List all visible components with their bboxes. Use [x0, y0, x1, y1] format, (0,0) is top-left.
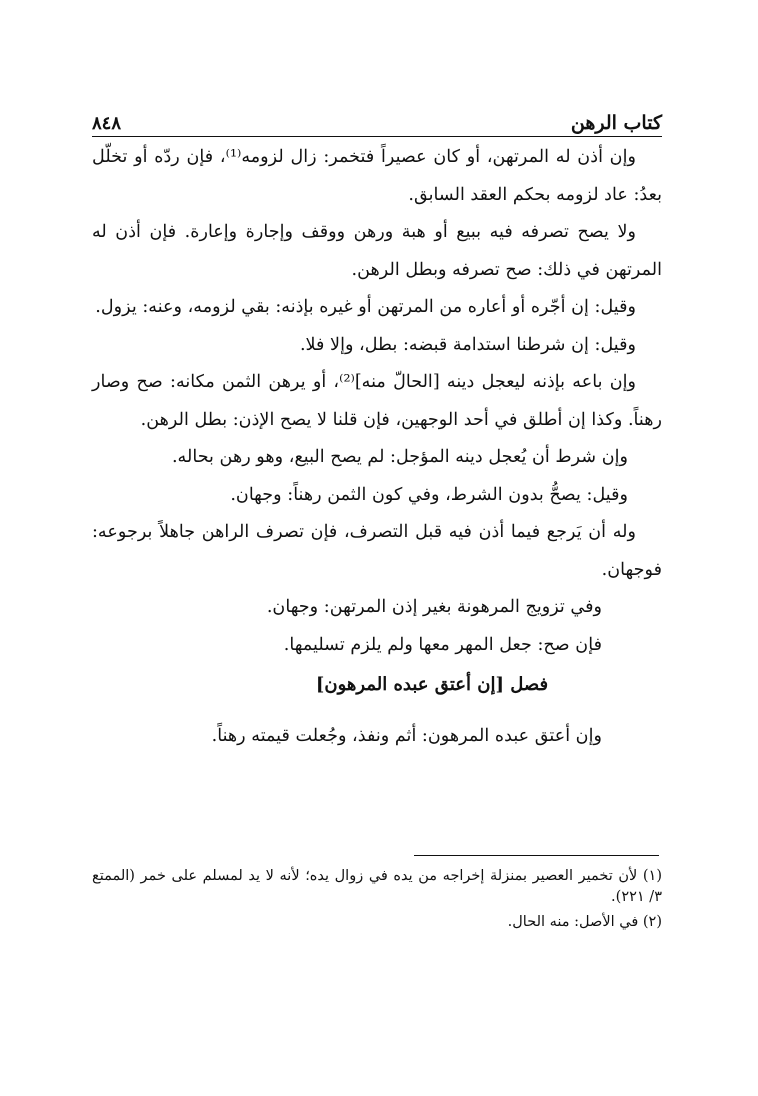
page-content — [92, 112, 662, 755]
paragraph: وإن أذن له المرتهن، أو كان عصيراً فتخمر: زال لزومه⁽¹⁾، فإن ردّه أو تخلّل بعدُ: عاد لزومه بحكم العقد السابق. — [92, 147, 662, 205]
paragraph: ولا يصح تصرفه فيه ببيع أو هبة ورهن ووقف وإجارة وإعارة. فإن أذن له المرتهن في ذلك: صح تصرفه وبطل الرهن. — [92, 222, 662, 280]
body-text — [92, 139, 662, 755]
footnote: (٢) في الأصل: منه الحال. — [507, 914, 662, 930]
paragraph: وقيل: إن شرطنا استدامة قبضه: بطل، وإلا فلا. — [299, 334, 636, 355]
footnote-divider — [414, 855, 659, 856]
paragraph: وله أن يَرجع فيما أذن فيه قبل التصرف، فإن تصرف الراهن جاهلاً برجوعه: فوجهان. — [92, 522, 662, 580]
paragraph: وإن أعتق عبده المرهون: أثم ونفذ، وجُعلت قيمته رهناً. — [211, 725, 602, 746]
section-heading: فصل [إن أعتق عبده المرهون] — [315, 674, 549, 695]
paragraph: وقيل: يصحُّ بدون الشرط، وفي كون الثمن رهناً: وجهان. — [230, 484, 628, 505]
page-header — [92, 112, 662, 137]
paragraph: وإن شرط أن يُعجل دينه المؤجل: لم يصح البيع، وهو رهن بحاله. — [171, 447, 628, 467]
chapter-title: كتاب الرهن — [570, 112, 662, 134]
footnote: (١) لأن تخمير العصير بمنزلة إخراجه من يده في زوال يده؛ لأنه لا يد لمسلم على خمر (الممتع ٣/ ٢٢١). — [92, 868, 662, 905]
paragraph: وفي تزويج المرهونة بغير إذن المرتهن: وجهان. — [266, 597, 602, 617]
paragraph: فإن صح: جعل المهر معها ولم يلزم تسليمها. — [283, 634, 602, 655]
footnotes — [92, 866, 662, 937]
page-number: ٨٤٨ — [92, 113, 122, 134]
paragraph: وإن باعه بإذنه ليعجل دينه [الحالّ منه]⁽²⁾، أو يرهن الثمن مكانه: صح وصار رهناً. وكذا إن أطلق في أحد الوجهين، فإن قلنا لا يصح الإذن: بطل الرهن. — [92, 372, 662, 430]
paragraph: وقيل: إن أجّره أو أعاره من المرتهن أو غيره بإذنه: بقي لزومه، وعنه: يزول. — [95, 297, 636, 317]
